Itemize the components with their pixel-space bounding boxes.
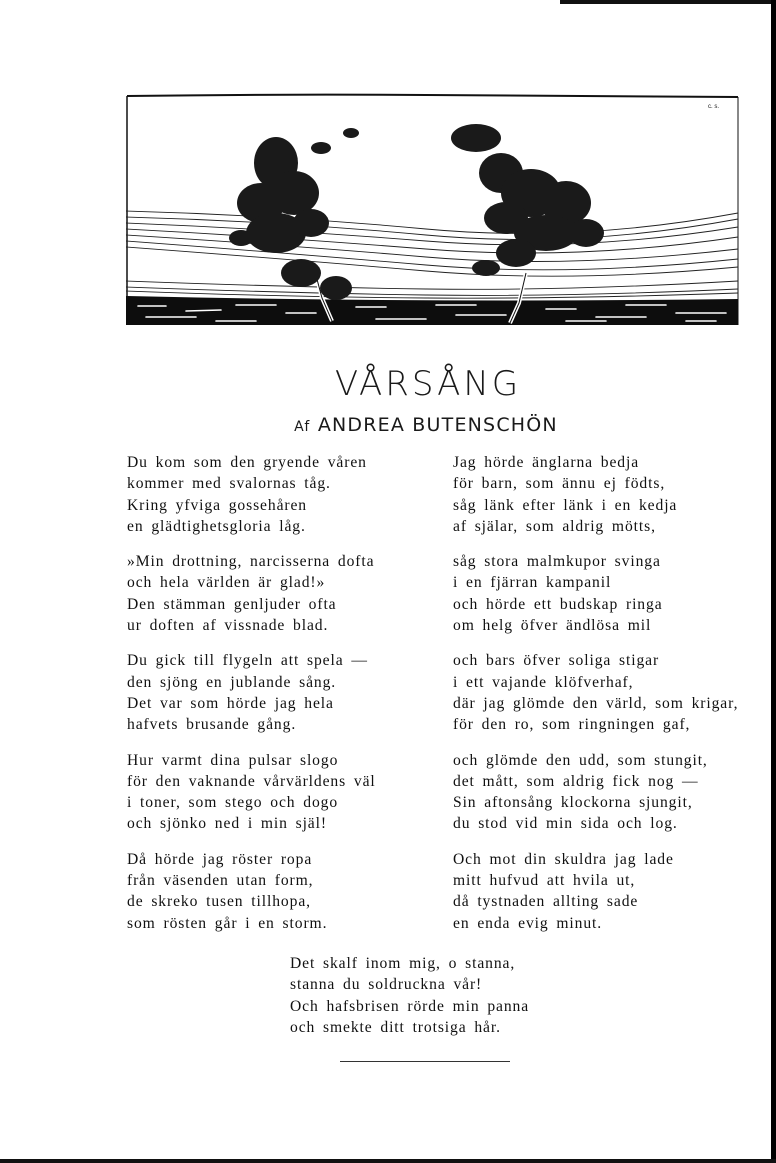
stanza bbox=[453, 551, 738, 636]
poem-byline bbox=[0, 414, 776, 436]
verse-line: i toner, som stego och dogo bbox=[127, 794, 339, 812]
poem-title: VÅRSÅNG bbox=[334, 364, 522, 404]
verse-line: för den vaknande vårvärldens väl bbox=[127, 772, 376, 790]
verse-line: Sin aftonsång klockorna sjungit, bbox=[453, 794, 693, 812]
sky-lines bbox=[126, 211, 738, 298]
artist-signature: c. s. bbox=[708, 104, 720, 110]
verse-line: från väsenden utan form, bbox=[127, 872, 314, 890]
stanza bbox=[127, 551, 376, 636]
stanza bbox=[453, 849, 738, 934]
verse-line: en glädtighetsgloria låg. bbox=[127, 517, 306, 535]
left-column bbox=[127, 452, 376, 948]
stanza bbox=[453, 650, 738, 735]
stanza bbox=[127, 849, 376, 934]
verse-line: och glömde den udd, som stungit, bbox=[453, 751, 708, 769]
verse-line: ur doften af vissnade blad. bbox=[127, 617, 329, 635]
author-name: ANDREA BUTENSCHÖN bbox=[317, 414, 558, 436]
verse-line: och sjönko ned i min själ! bbox=[127, 815, 327, 833]
scan-edge-top bbox=[560, 0, 776, 4]
stanza bbox=[127, 452, 376, 537]
verse-line: du stod vid min sida och log. bbox=[453, 815, 678, 833]
verse-line: Hur varmt dina pulsar slogo bbox=[127, 751, 339, 769]
verse-line: i ett vajande klöfverhaf, bbox=[453, 673, 634, 691]
end-rule-divider bbox=[340, 1061, 510, 1062]
verse-line: Kring yfviga gossehåren bbox=[127, 496, 307, 514]
stanza bbox=[453, 452, 738, 537]
stanza bbox=[453, 750, 738, 835]
stanza bbox=[127, 650, 376, 735]
verse-line: stanna du soldruckna vår! bbox=[290, 976, 483, 994]
scan-edge-bottom bbox=[0, 1159, 776, 1163]
verse-line: Du gick till flygeln att spela — bbox=[127, 652, 368, 670]
verse-line: och smekte ditt trotsiga hår. bbox=[290, 1018, 501, 1036]
verse-line: det mått, som aldrig fick nog — bbox=[453, 772, 699, 790]
verse-line: för den ro, som ringningen gaf, bbox=[453, 716, 691, 734]
verse-line: för barn, som ännu ej födts, bbox=[453, 475, 666, 493]
verse-line: som rösten går i en storm. bbox=[127, 914, 328, 932]
verse-line: en enda evig minut. bbox=[453, 914, 603, 932]
final-stanza bbox=[290, 953, 529, 1038]
verse-line: mitt hufvud att hvila ut, bbox=[453, 872, 636, 890]
verse-line: hafvets brusande gång. bbox=[127, 716, 297, 734]
scan-edge-right bbox=[771, 0, 776, 1163]
verse-line: där jag glömde den värld, som krigar, bbox=[453, 694, 739, 712]
verse-line: om helg öfver ändlösa mil bbox=[453, 617, 652, 635]
right-tree bbox=[451, 124, 604, 323]
verse-line: Och hafsbrisen rörde min panna bbox=[290, 997, 530, 1015]
verse-line: Och mot din skuldra jag lade bbox=[453, 850, 674, 868]
verse-line: af själar, som aldrig mötts, bbox=[453, 517, 656, 535]
verse-line: Du kom som den gryende våren bbox=[127, 454, 367, 471]
verse-line: Den stämman genljuder ofta bbox=[127, 595, 337, 613]
verse-line: Det skalf inom mig, o stanna, bbox=[290, 955, 516, 972]
verse-line: »Min drottning, narcisserna dofta bbox=[127, 553, 375, 571]
header-illustration bbox=[126, 93, 740, 327]
verse-line: då tystnaden allting sade bbox=[453, 893, 639, 911]
stanza bbox=[127, 750, 376, 835]
verse-line: såg länk efter länk i en kedja bbox=[453, 496, 678, 514]
verse-line: Det var som hörde jag hela bbox=[127, 694, 334, 712]
verse-line: Då hörde jag röster ropa bbox=[127, 850, 313, 868]
verse-line: kommer med svalornas tåg. bbox=[127, 475, 331, 493]
verse-line: och bars öfver soliga stigar bbox=[453, 652, 660, 670]
right-column bbox=[453, 452, 738, 948]
verse-line: och hela världen är glad!» bbox=[127, 574, 326, 592]
verse-line: den sjöng en jublande sång. bbox=[127, 673, 337, 691]
verse-line: och hörde ett budskap ringa bbox=[453, 595, 663, 613]
verse-line: Jag hörde änglarna bedja bbox=[453, 454, 640, 471]
byline-prefix: Af bbox=[294, 419, 311, 435]
verse-line: såg stora malmkupor svinga bbox=[453, 553, 661, 571]
sea bbox=[126, 296, 738, 325]
verse-line: i en fjärran kampanil bbox=[453, 574, 612, 592]
verse-line: de skreko tusen tillhopa, bbox=[127, 893, 311, 911]
